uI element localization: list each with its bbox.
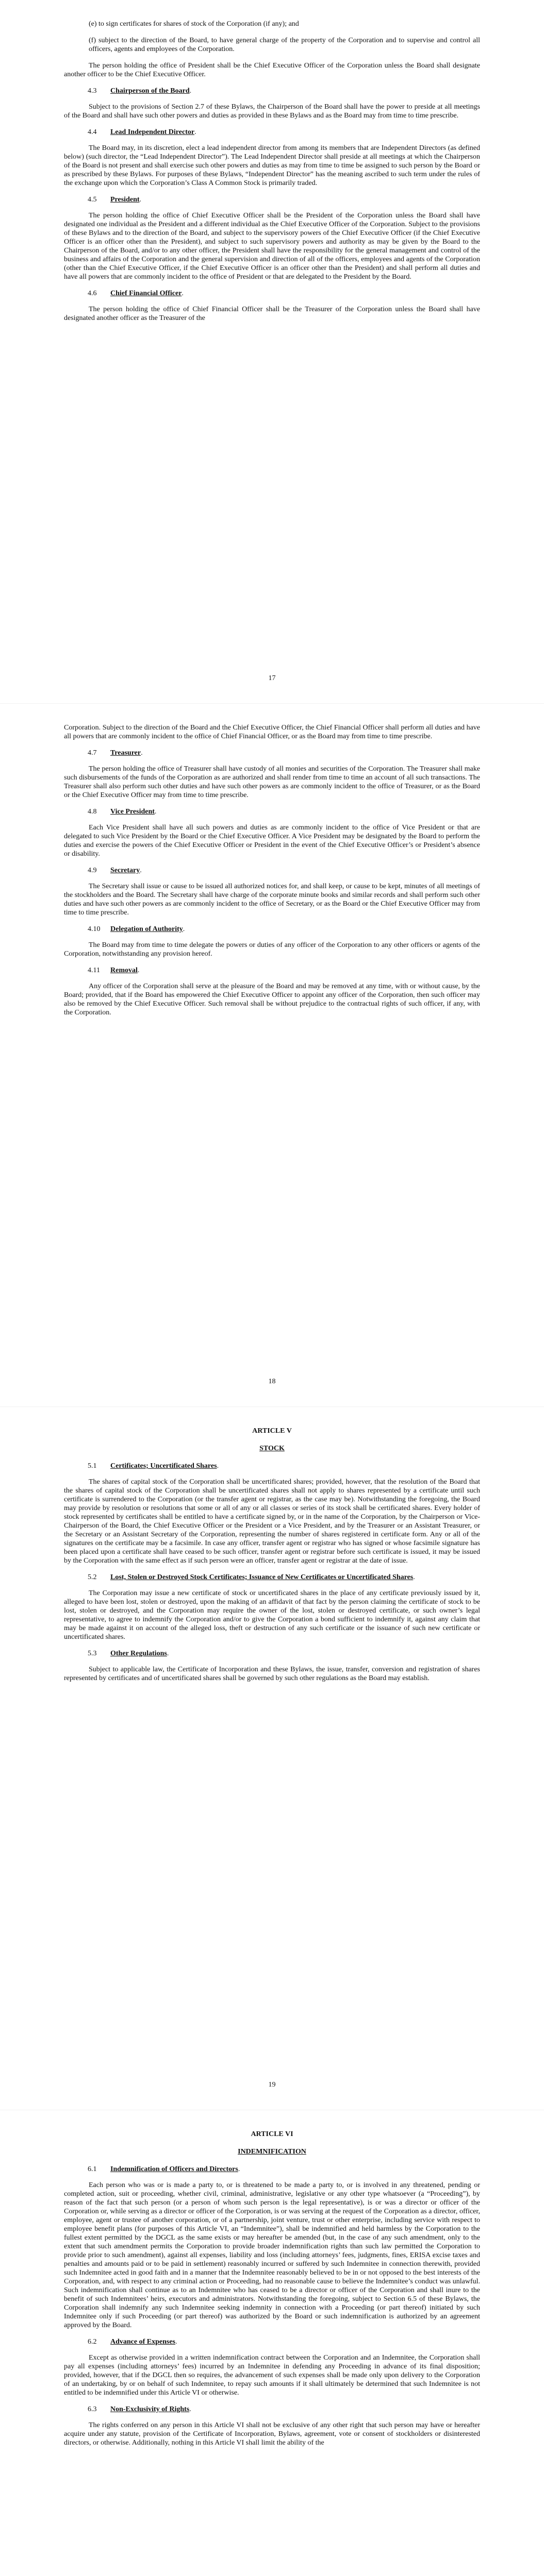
section-number: 4.4 — [88, 128, 97, 136]
section-heading-4-3: 4.3 Chairperson of the Board. — [88, 87, 192, 95]
section-title: Removal — [110, 967, 138, 974]
paragraph: Subject to applicable law, the Certificate of Incorporation and these Bylaws, the issue, transfer, conversion and registration of shares represented by certificates and of uncertificated shares shall be governed by such other regulations as the Board may establish. — [64, 1666, 480, 1682]
section-heading-4-5: 4.5 President. — [88, 196, 142, 204]
section-number: 4.6 — [88, 290, 97, 297]
section-heading-6-1: 6.1 Indemnification of Officers and Directors. — [88, 2165, 240, 2173]
section-heading-6-2: 6.2 Advance of Expenses. — [88, 2338, 177, 2346]
section-number: 4.9 — [88, 867, 97, 874]
article-title: STOCK — [259, 1445, 285, 1452]
section-number: 6.1 — [88, 2165, 97, 2173]
paragraph: Except as otherwise provided in a written indemnification contract between the Corporation and an Indemnitee, the Corporation shall pay all expenses (including attorneys’ fees) incurred by an Indemnitee in defending any Proceeding in advance of its final disposition; provided, however, that if the DGCL then so requires, the advancement of such expenses shall be made only upon delivery to the Corporation of an undertaking, by or on behalf of such Indemnitee, to repay such amounts if it shall ultimately be determined that such Indemnitee is not entitled to be indemnified under this Article VI or otherwise. — [64, 2354, 480, 2397]
section-title: Lost, Stolen or Destroyed Stock Certificates; Issuance of New Certificates or Uncertificated Shares — [110, 1573, 414, 1581]
page-17 — [0, 0, 544, 703]
section-title: Advance of Expenses — [110, 2338, 176, 2346]
section-number: 6.3 — [88, 2405, 97, 2413]
section-heading-4-8: 4.8 Vice President. — [88, 808, 157, 816]
paragraph: The rights conferred on any person in this Article VI shall not be exclusive of any other right that such person may have or hereafter acquire under any statute, provision of the Certificate of Incorporation, Bylaws, agreement, vote or consent of stockholders or disinterested directors, or otherwise. Additionally, nothing in this Article VI shall limit the ability of the — [64, 2421, 480, 2447]
section-number: 5.3 — [88, 1650, 97, 1657]
section-heading-4-11: 4.11 Removal. — [88, 967, 140, 974]
page-number: 18 — [268, 1378, 276, 1385]
paragraph: The person holding the office of Chief Executive Officer shall be the President of the Corporation unless the Board shall have designated one individual as the President and a different individual as the Chief Executive Officer of the Corporation. Subject to the provisions of these Bylaws and to the direction of the Board, and subject to the supervisory powers of the Chief Executive Officer (if the Chief Executive Officer is an officer other than the President), and subject to such supervisory powers and authority as may be given by the Board to the Chairperson of the Board, and/or to any other officer, the President shall have the responsibility for the general management and control of the business and affairs of the Corporation and the general supervision and direction of all of the officers, employees and agents of the Corporation (other than the Chief Executive Officer, if the Chief Executive Officer is an officer other than the President) and shall perform all duties and have all powers that are commonly incident to the office of President or that are delegated to the President by the Board. — [64, 212, 480, 281]
section-number: 4.8 — [88, 808, 97, 816]
section-title: Secretary — [110, 867, 140, 874]
section-heading-4-10: 4.10 Delegation of Authority. — [88, 925, 185, 933]
section-title: Certificates; Uncertificated Shares — [110, 1462, 217, 1470]
section-number: 4.3 — [88, 87, 97, 95]
paragraph: Any officer of the Corporation shall serve at the pleasure of the Board and may be removed at any time, with or without cause, by the Board; provided, that if the Board has empowered the Chief Executive Officer to appoint any officer of the Corporation, then such officer may also be removed by the Chief Executive Officer. Such removal shall be without prejudice to the contractual rights of such officer, if any, with the Corporation. — [64, 982, 480, 1016]
section-heading-4-7: 4.7 Treasurer. — [88, 749, 143, 757]
paragraph: Each Vice President shall have all such powers and duties as are commonly incident to the office of Vice President or that are delegated to such Vice President by the Board or the Chief Executive Officer. A Vice President may be designated by the Board to perform the duties and exercise the powers of the Chief Executive Officer or President in the event of the Chief Executive Officer’s or President’s absence or disability. — [64, 824, 480, 858]
section-title: Lead Independent Director — [110, 128, 195, 136]
section-heading-6-3: 6.3 Non-Exclusivity of Rights. — [88, 2405, 191, 2413]
paragraph: The Board may from time to time delegate the powers or duties of any officer of the Corporation to any other officers or agents of the Corporation, notwithstanding any provision hereof. — [64, 941, 480, 958]
section-title: Other Regulations — [110, 1650, 167, 1657]
clause-e: (e) to sign certificates for shares of stock of the Corporation (if any); and — [89, 20, 299, 28]
section-number: 4.5 — [88, 196, 97, 204]
section-number: 5.2 — [88, 1573, 97, 1581]
section-heading-4-6: 4.6 Chief Financial Officer. — [88, 290, 184, 297]
paragraph: The Board may, in its discretion, elect a lead independent director from among its members that are Independent Directors (as defined below) (such director, the “Lead Independent Director”). The Lead Independent Director shall preside at all meetings at which the Chairperson of the Board is not present and shall exercise such other powers and duties as may from time to time be assigned to such person by the Board or as prescribed by these Bylaws. For purposes of these Bylaws, “Independent Director” has the meaning ascribed to such term under the rules of the exchange upon which the Corporation’s Class A Common Stock is primarily traded. — [64, 144, 480, 187]
section-title: Chairperson of the Board — [110, 87, 190, 95]
section-heading-5-1: 5.1 Certificates; Uncertificated Shares. — [88, 1462, 219, 1470]
article-heading: ARTICLE V — [252, 1427, 292, 1435]
page-20 — [0, 2110, 544, 2576]
paragraph: Subject to the provisions of Section 2.7 of these Bylaws, the Chairperson of the Board shall have the power to preside at all meetings of the Board and shall have such other powers and duties as provided in these Bylaws and as the Board may from time to time prescribe. — [64, 103, 480, 120]
clause-f: (f) subject to the direction of the Board, to have general charge of the property of the Corporation and to supervise and control all officers, agents and employees of the Corporation. — [89, 37, 480, 53]
article-title: INDEMNIFICATION — [238, 2148, 306, 2156]
section-heading-4-4: 4.4 Lead Independent Director. — [88, 128, 196, 136]
section-title: President — [110, 196, 140, 204]
section-heading-5-2: 5.2 Lost, Stolen or Destroyed Stock Certificates; Issuance of New Certificates or Uncertificated Shares. — [88, 1573, 415, 1581]
section-number: 4.11 — [88, 967, 100, 974]
page-19 — [0, 1406, 544, 2110]
section-title: Indemnification of Officers and Directors — [110, 2165, 238, 2173]
section-title: Chief Financial Officer — [110, 290, 182, 297]
paragraph-continued: Corporation. Subject to the direction of the Board and the Chief Executive Officer, the Chief Financial Officer shall perform all duties and have all powers that are commonly incident to the office of Chief Financial Officer, or as the Board may from time to time prescribe. — [64, 724, 480, 740]
page-number: 17 — [268, 674, 276, 682]
article-heading: ARTICLE VI — [251, 2130, 293, 2138]
paragraph: The shares of capital stock of the Corporation shall be uncertificated shares; provided, however, that the resolution of the Board that the shares of capital stock of the Corporation shall be uncertificated shares shall not apply to shares represented by a certificate until such certificate is surrendered to the Corporation (or the transfer agent or registrar, as the case may be). Notwithstanding the foregoing, the Board may provide by resolution or resolutions that some or all of any or all classes or series of its stock shall be certificated shares. Every holder of stock represented by certificates shall be entitled to have a certificate signed by, or in the name of the Corporation, by the Chairperson or Vice-Chairperson of the Board, the Chief Executive Officer or the President or a Vice President, and by the Treasurer or an Assistant Treasurer, or the Secretary or an Assistant Secretary of the Corporation, representing the number of shares registered in certificate form. Any or all of the signatures on the certificate may be a facsimile. In case any officer, transfer agent or registrar who has signed or whose facsimile signature has been placed upon a certificate shall have ceased to be such officer, transfer agent or registrar before such certificate is issued, it may be issued by the Corporation with the same effect as if such person were an officer, transfer agent or registrar at the date of issue. — [64, 1478, 480, 1565]
paragraph: The Secretary shall issue or cause to be issued all authorized notices for, and shall keep, or cause to be kept, minutes of all meetings of the stockholders and the Board. The Secretary shall have charge of the corporate minute books and similar records and shall perform such other duties and have such other powers as are commonly incident to the office of Secretary, or as the Board or the Chief Executive Officer may from time to time prescribe. — [64, 883, 480, 917]
section-number: 5.1 — [88, 1462, 97, 1470]
section-title: Non-Exclusivity of Rights — [110, 2405, 190, 2413]
section-number: 4.7 — [88, 749, 97, 757]
section-heading-5-3: 5.3 Other Regulations. — [88, 1650, 169, 1657]
section-heading-4-9: 4.9 Secretary. — [88, 867, 142, 874]
paragraph: The person holding the office of Treasurer shall have custody of all monies and securities of the Corporation. The Treasurer shall make such disbursements of the funds of the Corporation as are authorized and shall render from time to time an account of all such transactions. The Treasurer shall also perform such other duties and have such other powers as are commonly incident to the office of Treasurer, or as the Board or the Chief Executive Officer may from time to time prescribe. — [64, 765, 480, 799]
section-number: 4.10 — [88, 925, 101, 933]
paragraph: The Corporation may issue a new certificate of stock or uncertificated shares in the place of any certificate previously issued by it, alleged to have been lost, stolen or destroyed, upon the making of an affidavit of that fact by the person claiming the certificate of stock to be lost, stolen or destroyed, and the Corporation may require the owner of the lost, stolen or destroyed certificate, or such owner’s legal representative, to agree to indemnify the Corporation and/or to give the Corporation a bond sufficient to indemnify it, against any claim that may be made against it on account of the alleged loss, theft or destruction of any such certificate or the issuance of such new certificate or uncertificated shares. — [64, 1589, 480, 1641]
page-number: 19 — [268, 2081, 276, 2089]
section-title: Delegation of Authority — [110, 925, 183, 933]
paragraph: Each person who was or is made a party to, or is threatened to be made a party to, or is involved in any threatened, pending or completed action, suit or proceeding, whether civil, criminal, administrative, legislative or any other type whatsoever (a “Proceeding”), by reason of the fact that such person (or a person of whom such person is the legal representative), is or was a director or officer of the Corporation or, while serving as a director or officer of the Corporation, is or was serving at the request of the Corporation as a director, officer, employee, agent or trustee of another corporation, or of a partnership, joint venture, trust or other enterprise, including service with respect to employee benefit plans (for purposes of this Article VI, an “Indemnitee”), shall be indemnified and held harmless by the Corporation to the fullest extent permitted by the DGCL as the same exists or may hereafter be amended (but, in the case of any such amendment, only to the extent that such amendment permits the Corporation to provide broader indemnification rights than such law permitted the Corporation to provide prior to such amendment), against all expenses, liability and loss (including attorneys’ fees, judgments, fines, ERISA excise taxes and penalties and amounts paid or to be paid in settlement) reasonably incurred or suffered by such Indemnitee in connection therewith, provided such Indemnitee acted in good faith and in a manner that the Indemnitee reasonably believed to be in or not opposed to the best interests of the Corporation, and, with respect to any criminal action or Proceeding, had no reasonable cause to believe the Indemnitee’s conduct was unlawful. Such indemnification shall continue as to an Indemnitee who has ceased to be a director or officer of the Corporation and shall inure to the benefit of such Indemnitees’ heirs, executors and administrators. Notwithstanding the foregoing, subject to Section 6.5 of these Bylaws, the Corporation shall indemnify any such Indemnitee seeking indemnity in connection with a Proceeding (or part thereof) initiated by such Indemnitee only if such Proceeding (or part thereof) was authorized by the Board or such indemnification is authorized by an agreement approved by the Board. — [64, 2181, 480, 2329]
paragraph: The person holding the office of President shall be the Chief Executive Officer of the Corporation unless the Board shall designate another officer to be the Chief Executive Officer. — [64, 62, 480, 78]
section-title: Treasurer — [110, 749, 141, 757]
section-number: 6.2 — [88, 2338, 97, 2346]
page-18 — [0, 703, 544, 1406]
section-title: Vice President — [110, 808, 155, 816]
paragraph: The person holding the office of Chief Financial Officer shall be the Treasurer of the Corporation unless the Board shall have designated another officer as the Treasurer of the — [64, 306, 480, 322]
